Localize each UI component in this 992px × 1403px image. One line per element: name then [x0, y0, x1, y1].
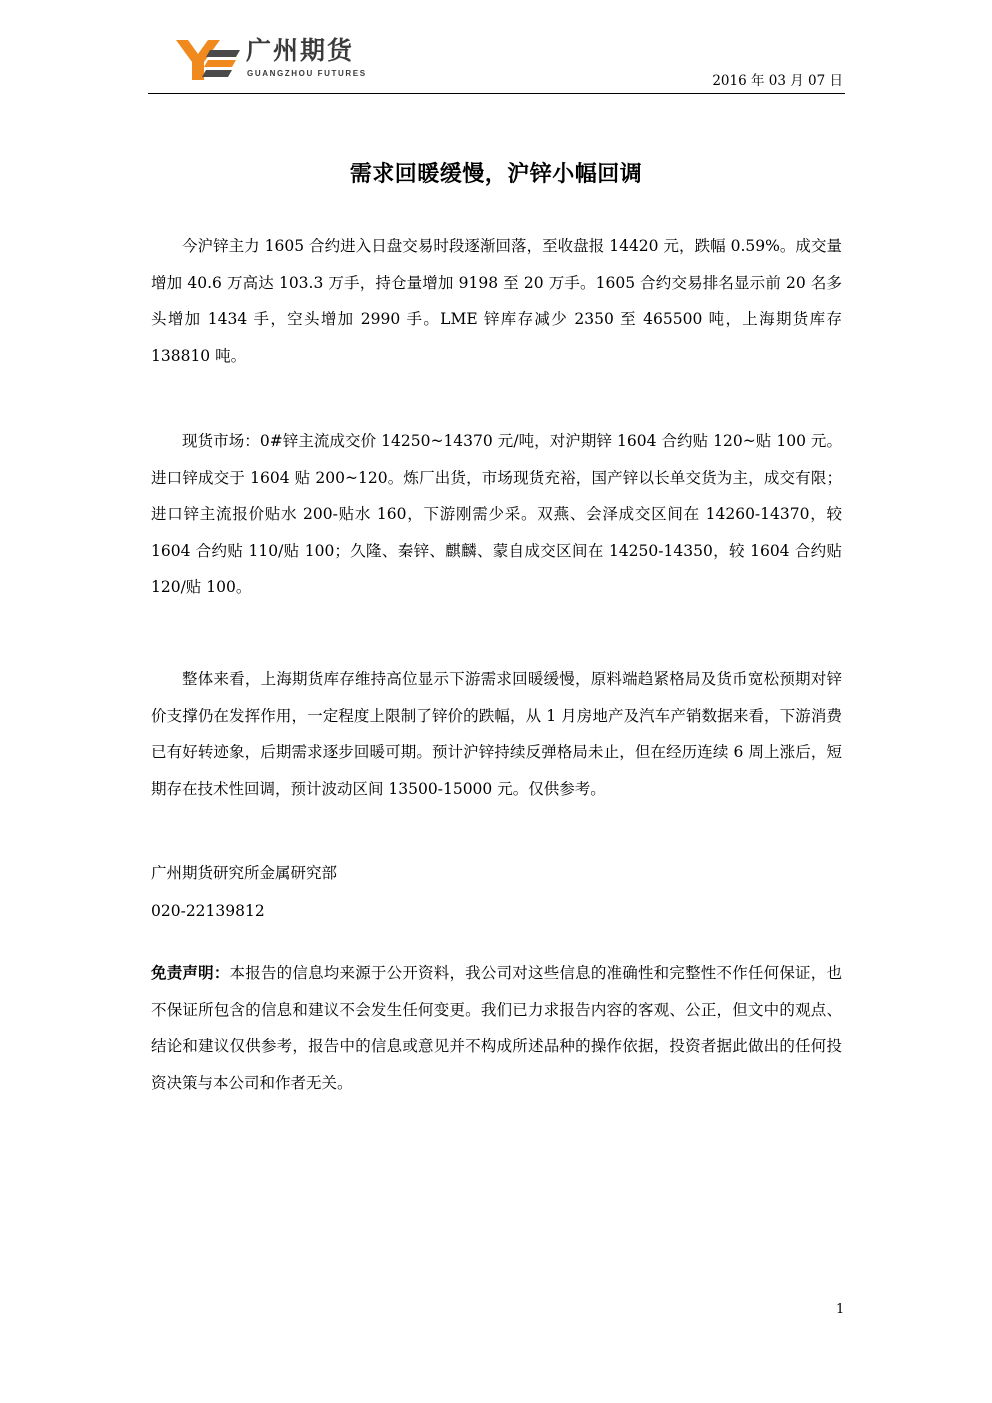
report-date: 2016 年 03 月 07 日	[712, 73, 843, 89]
logo-name-en: GUANGZHOU FUTURES	[247, 69, 367, 78]
disclaimer-label: 免责声明：	[151, 963, 230, 982]
guangzhou-futures-logo-icon	[176, 40, 240, 80]
paragraph-market-summary: 今沪锌主力 1605 合约进入日盘交易时段逐渐回落，至收盘报 14420 元，跌幅 0.59%。成交量增加 40.6 万高达 103.3 万手，持仓量增加 9198 至 20 万手。1605 合约交易排名显示前 20 名多头增加 1434 手，空头增加 2990 手。LME 锌库存减少 2350 至 465500 吨，上海期货库存 138810 吨。	[151, 237, 842, 365]
paragraph-spot-market: 现货市场：0#锌主流成交价 14250~14370 元/吨，对沪期锌 1604 合约贴 120~贴 100 元。进口锌成交于 1604 贴 200~120。炼厂出货，市场现货充裕，国产锌以长单交货为主，成交有限；进口锌主流报价贴水 200-贴水 160，下游刚需少采。双燕、会泽成交区间在 14260-14370，较 1604 合约贴 110/贴 100；久隆、秦锌、麒麟、蒙自成交区间在 14250-14350，较 1604 合约贴 120/贴 100。	[151, 432, 842, 596]
author-department: 广州期货研究所金属研究部	[151, 864, 338, 882]
author-phone: 020-22139812	[151, 902, 265, 920]
disclaimer-text: 本报告的信息均来源于公开资料，我公司对这些信息的准确性和完整性不作任何保证，也不保证所包含的信息和建议不会发生任何变更。我们已力求报告内容的客观、公正，但文中的观点、结论和建议仅供参考，报告中的信息或意见并不构成所述品种的操作依据，投资者据此做出的任何投资决策与本公司和作者无关。	[151, 964, 842, 1092]
paragraph-outlook: 整体来看，上海期货库存维持高位显示下游需求回暖缓慢，原料端趋紧格局及货币宽松预期对锌价支撑仍在发挥作用，一定程度上限制了锌价的跌幅，从 1 月房地产及汽车产销数据来看，下游消费已有好转迹象，后期需求逐步回暖可期。预计沪锌持续反弹格局未止，但在经历连续 6 周上涨后，短期存在技术性回调，预计波动区间 13500-15000 元。仅供参考。	[151, 670, 842, 798]
page-header	[148, 30, 845, 94]
disclaimer	[151, 955, 842, 1101]
report-title: 需求回暖缓慢，沪锌小幅回调	[349, 161, 643, 187]
header-divider	[148, 93, 845, 94]
logo-name-cn: 广州期货	[246, 36, 355, 65]
page-number: 1	[836, 1302, 845, 1317]
